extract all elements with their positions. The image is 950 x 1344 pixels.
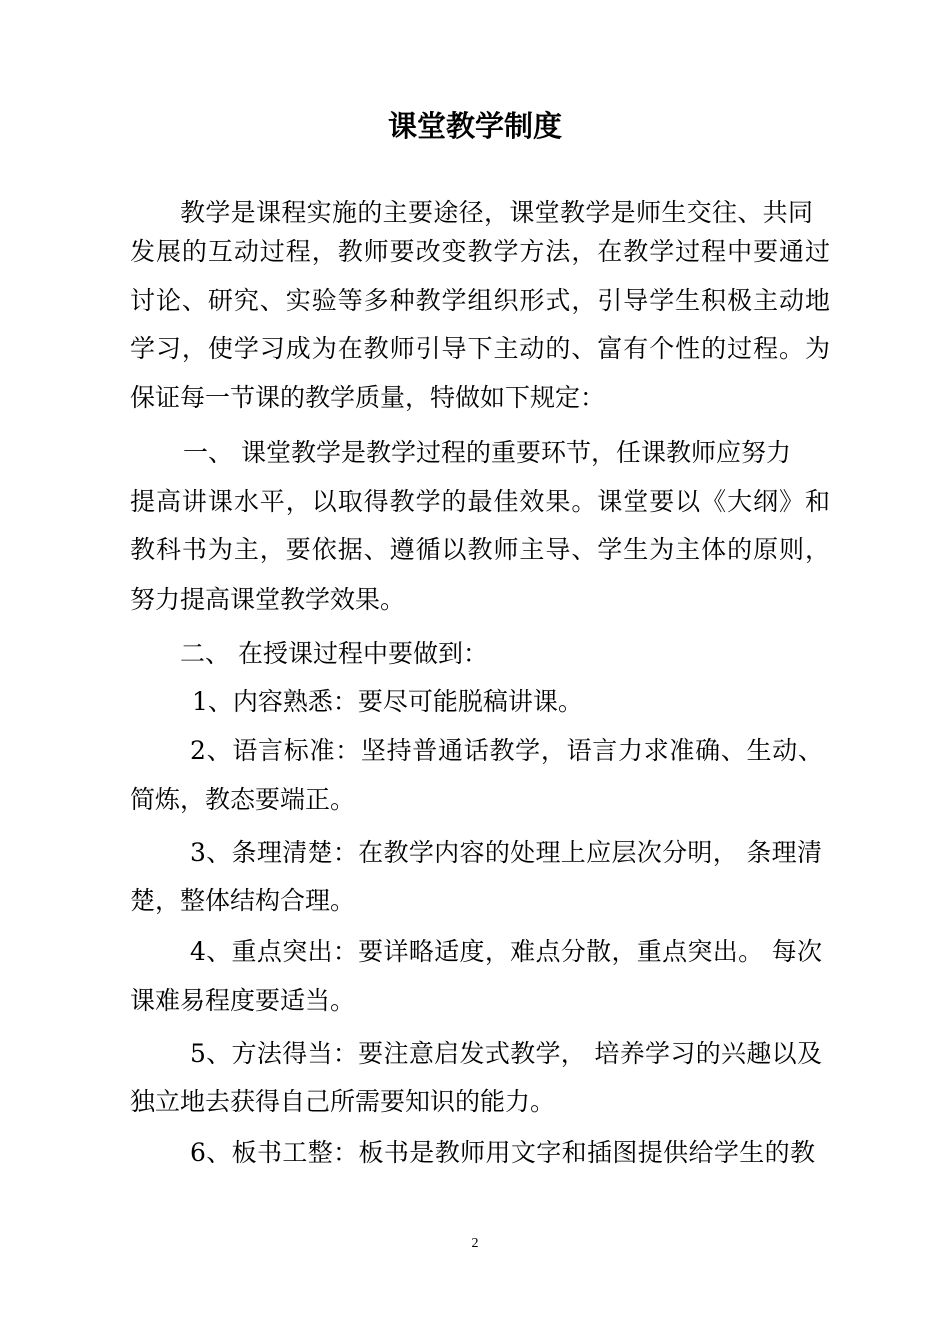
paragraph-line: 课难易程度要适当。: [130, 986, 356, 1015]
paragraph-line: 二、 在授课过程中要做到：: [180, 639, 488, 668]
paragraph-line: 独立地去获得自己所需要知识的能力。: [130, 1087, 556, 1116]
paragraph-line: 4、重点突出：要详略适度，难点分散，重点突出。 每次: [190, 937, 822, 966]
page-title: 课堂教学制度: [387, 109, 562, 143]
paragraph-line: 简炼，教态要端正。: [130, 785, 356, 814]
paragraph-line: 提高讲课水平，以取得教学的最佳效果。课堂要以《大纲》和: [130, 487, 830, 516]
paragraph-line: 6、板书工整：板书是教师用文字和插图提供给学生的教: [190, 1138, 815, 1167]
paragraph-line: 学习，使学习成为在教师引导下主动的、富有个性的过程。为: [130, 334, 830, 363]
paragraph-line: 教学是课程实施的主要途径，课堂教学是师生交往、共同: [180, 198, 813, 227]
paragraph-line: 5、方法得当：要注意启发式教学， 培养学习的兴趣以及: [190, 1039, 822, 1068]
paragraph-line: 楚，整体结构合理。: [130, 886, 356, 915]
paragraph-line: 2、语言标准：坚持普通话教学，语言力求准确、生动、: [190, 736, 823, 765]
page-number: 2: [471, 1236, 479, 1251]
paragraph-line: 发展的互动过程，教师要改变教学方法，在教学过程中要通过: [130, 237, 830, 266]
paragraph-line: 1、内容熟悉：要尽可能脱稿讲课。: [192, 687, 583, 716]
paragraph-line: 3、条理清楚：在教学内容的处理上应层次分明， 条理清: [190, 838, 822, 867]
paragraph-line: 一、 课堂教学是教学过程的重要环节，任课教师应努力: [183, 438, 791, 467]
paragraph-line: 讨论、研究、实验等多种教学组织形式，引导学生积极主动地: [130, 286, 830, 315]
paragraph-line: 教科书为主，要依据、遵循以教师主导、学生为主体的原则，: [130, 535, 830, 564]
paragraph-line: 努力提高课堂教学效果。: [130, 585, 406, 614]
paragraph-line: 保证每一节课的教学质量，特做如下规定：: [130, 383, 606, 412]
